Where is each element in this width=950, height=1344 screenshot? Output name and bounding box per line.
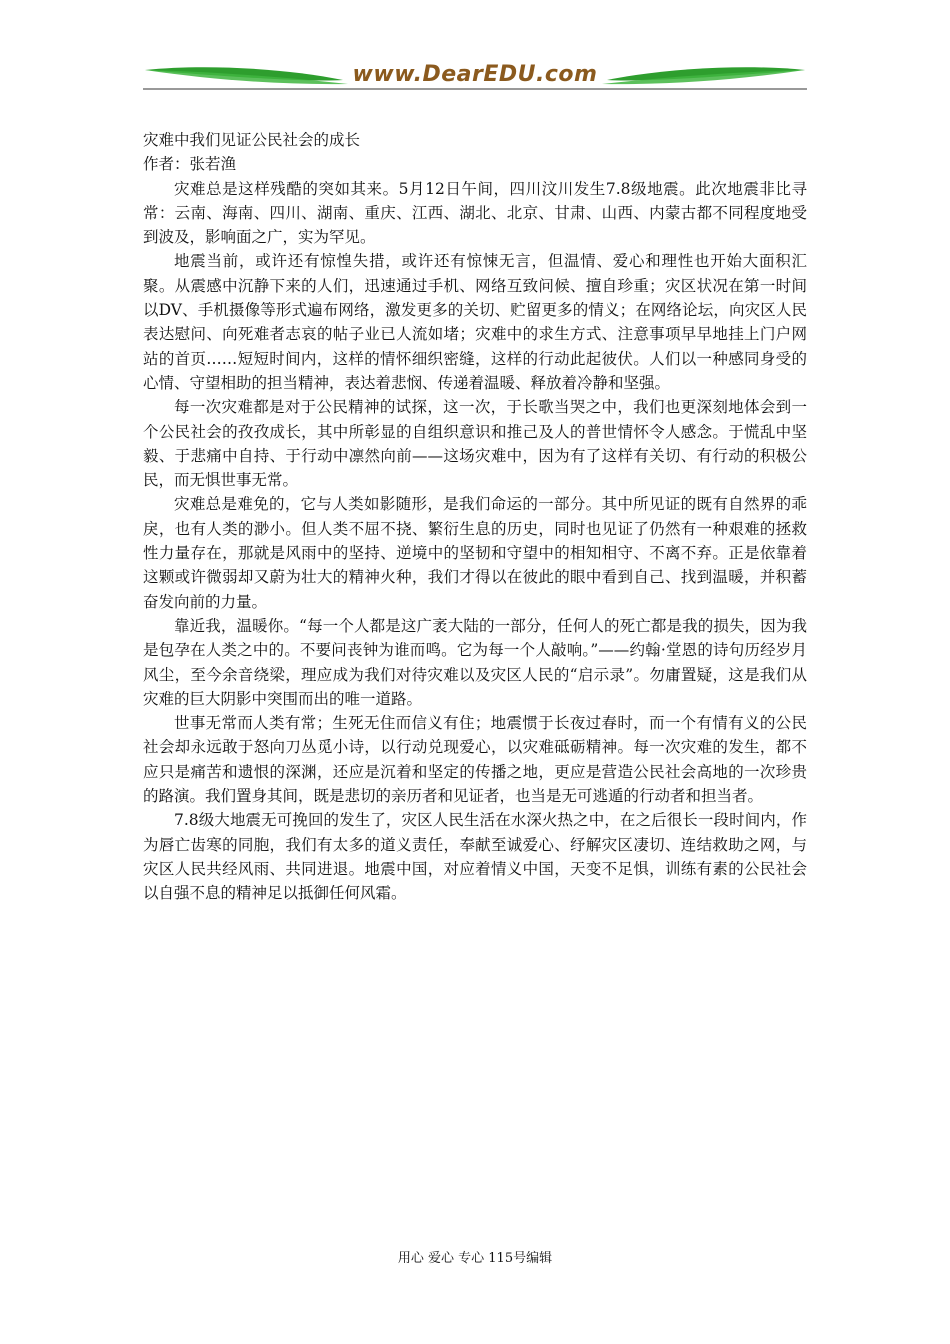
site-logo-text[interactable]: www.DearEDU.com bbox=[143, 62, 807, 87]
paragraph: 灾难总是这样残酷的突如其来。5月12日午间，四川汶川发生7.8级地震。此次地震非比寻常：云南、海南、四川、湖南、重庆、江西、湖北、北京、甘肃、山西、内蒙古都不同程度地受到波及，影响面之广，实为罕见。 bbox=[143, 179, 807, 247]
paragraph: 地震当前，或许还有惊惶失措，或许还有惊悚无言，但温情、爱心和理性也开始大面积汇聚。从震感中沉静下来的人们，迅速通过手机、网络互致问候、擅自珍重；灾区状况在第一时间以DV、手机摄像等形式遍布网络，激发更多的关切、贮留更多的情义；在网络论坛，向灾区人民表达慰问、向死难者志哀的帖子业已人流如堵；灾难中的求生方式、注意事项早早地挂上门户网站的首页……短短时间内，这样的情怀细织密缝，这样的行动此起彼伏。人们以一种感同身受的心情、守望相助的担当精神，表达着悲悯、传递着温暖、释放着冷静和坚强。 bbox=[143, 252, 807, 392]
paragraph: 7.8级大地震无可挽回的发生了，灾区人民生活在水深火热之中，在之后很长一段时间内，作为唇亡齿寒的同胞，我们有太多的道义责任，奉献至诚爱心、纾解灾区凄切、连结救助之网，与灾区人民共经风雨、共同进退。地震中国，对应着情义中国，天变不足惧，训练有素的公民社会以自强不息的精神足以抵御任何风霜。 bbox=[143, 811, 807, 903]
site-header bbox=[143, 58, 807, 92]
article-title: 灾难中我们见证公民社会的成长 bbox=[143, 131, 361, 149]
paragraph: 灾难总是难免的，它与人类如影随形，是我们命运的一部分。其中所见证的既有自然界的乖戾，也有人类的渺小。但人类不屈不挠、繁衍生息的历史，同时也见证了仍然有一种艰难的拯救性力量存在，那就是风雨中的坚持、逆境中的坚韧和守望中的相知相守、不离不弃。正是依靠着这颗或许微弱却又蔚为壮大的精神火种，我们才得以在彼此的眼中看到自己、找到温暖，并积蓄奋发向前的力量。 bbox=[143, 495, 807, 611]
page-footer: 用心 爱心 专心 115号编辑 bbox=[397, 1251, 553, 1266]
article-body bbox=[143, 128, 807, 906]
paragraph: 世事无常而人类有常；生死无住而信义有住；地震惯于长夜过春时，而一个有情有义的公民社会却永远敢于怒向刀丛觅小诗，以行动兑现爱心，以灾难砥砺精神。每一次灾难的发生，都不应只是痛苦和遗恨的深渊，还应是沉着和坚定的传播之地，更应是营造公民社会高地的一次珍贵的路演。我们置身其间，既是悲切的亲历者和见证者，也当是无可逃遁的行动者和担当者。 bbox=[143, 714, 807, 806]
article-author: 作者：张若渔 bbox=[143, 155, 237, 174]
paragraph: 每一次灾难都是对于公民精神的试探，这一次，于长歌当哭之中，我们也更深刻地体会到一个公民社会的孜孜成长，其中所彰显的自组织意识和推己及人的普世情怀令人感念。于慌乱中坚毅、于悲痛中自持、于行动中凛然向前——这场灾难中，因为有了这样有关切、有行动的积极公民，而无惧世事无常。 bbox=[143, 398, 807, 490]
paragraph: 靠近我，温暖你。“每一个人都是这广袤大陆的一部分，任何人的死亡都是我的损失，因为我是包孕在人类之中的。不要问丧钟为谁而鸣。它为每一个人敲响。”——约翰·堂恩的诗句历经岁月风尘，至今余音绕梁，理应成为我们对待灾难以及灾区人民的“启示录”。勿庸置疑，这是我们从灾难的巨大阴影中突围而出的唯一道路。 bbox=[143, 616, 807, 708]
